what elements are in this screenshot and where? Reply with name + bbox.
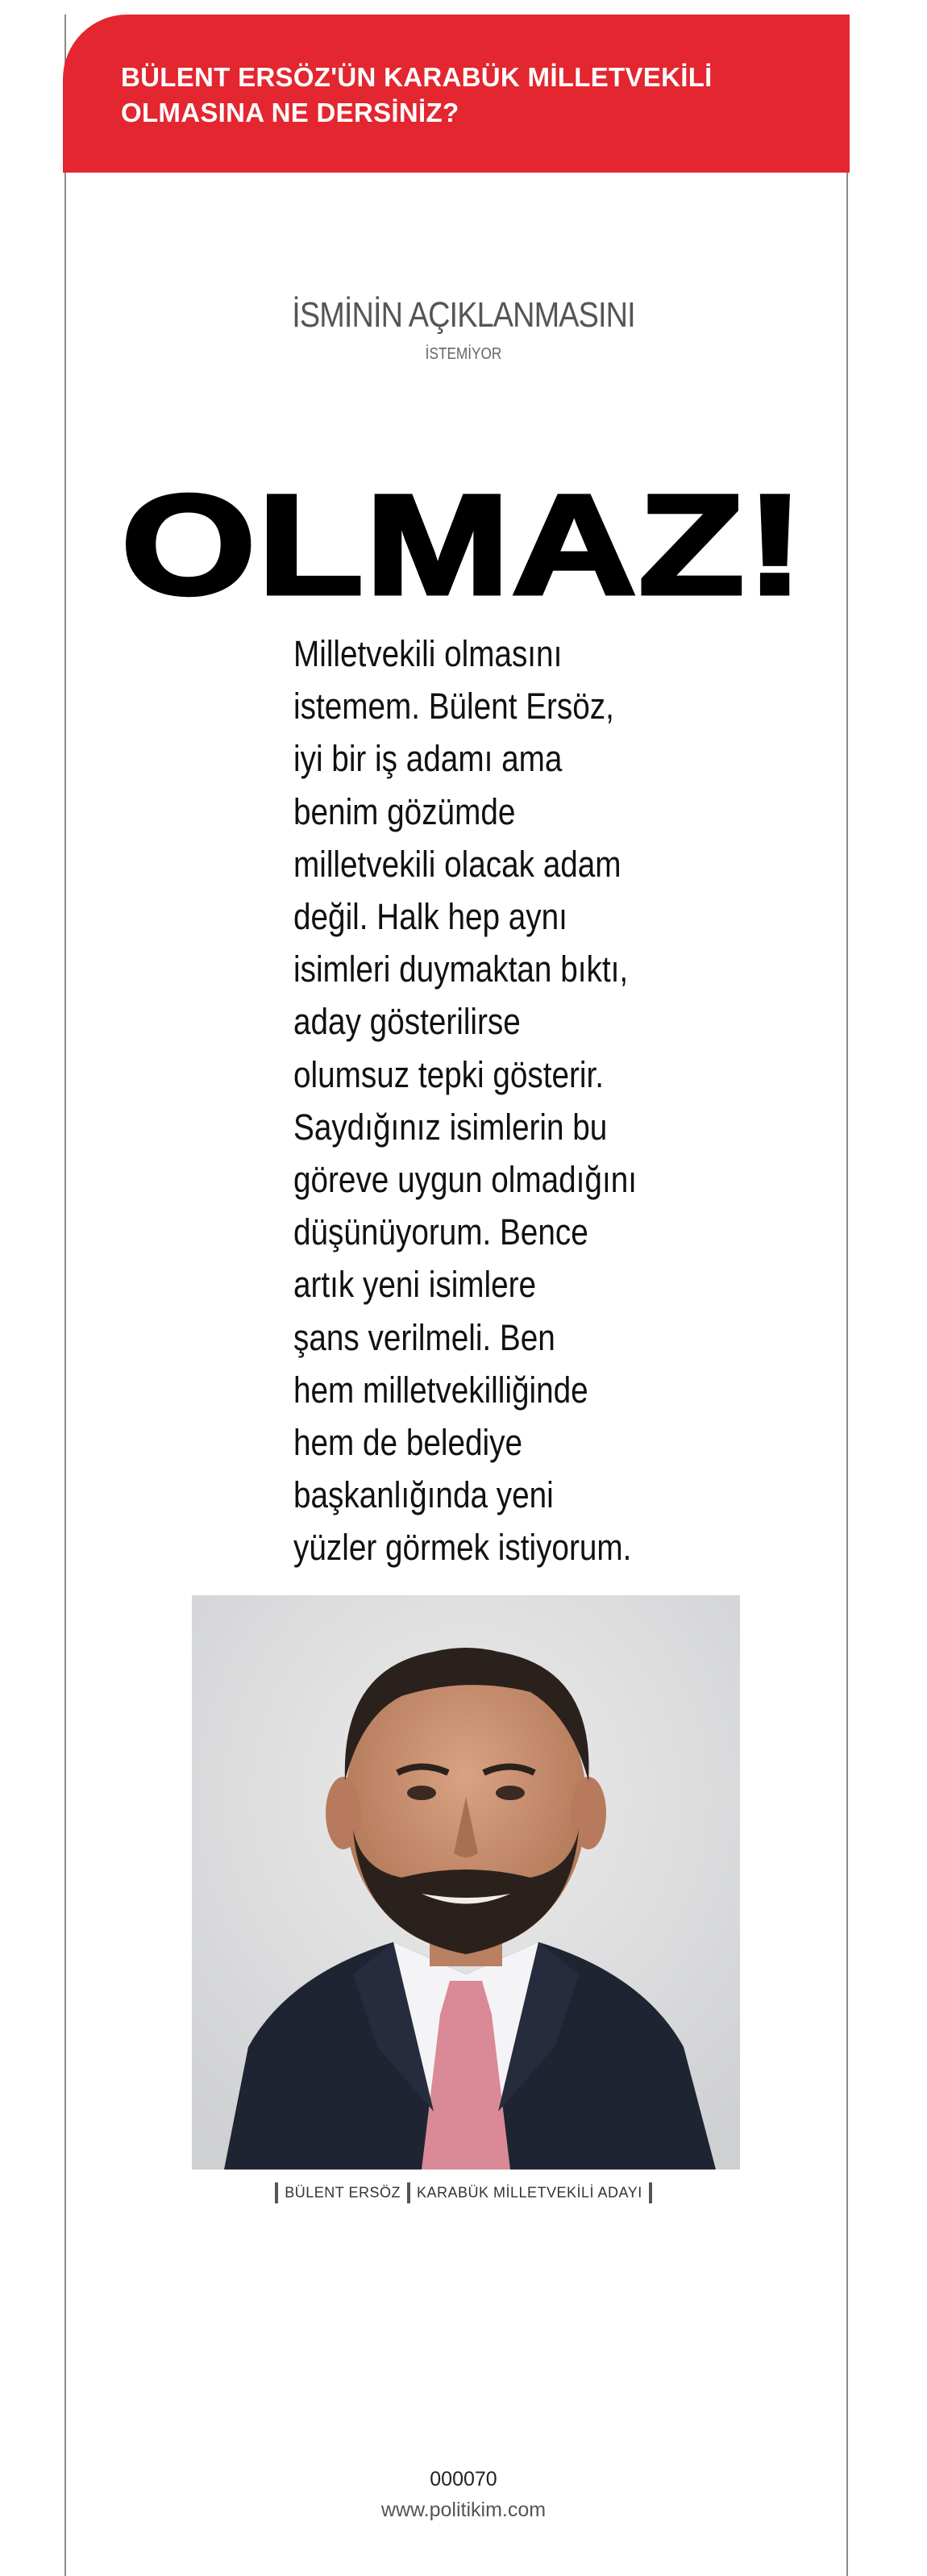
candidate-photo: [192, 1595, 740, 2170]
opinion-line: hem milletvekilliğinde: [293, 1369, 588, 1411]
opinion-line: düşünüyorum. Bence: [293, 1211, 588, 1253]
site-url: www.politikim.com: [380, 2499, 547, 2521]
caption-role: KARABÜK MİLLETVEKİLİ ADAYI: [416, 2184, 642, 2201]
opinion-line: şans verilmeli. Ben: [293, 1316, 555, 1358]
opinion-line: Saydığınız isimlerin bu: [293, 1106, 608, 1148]
respondent-name-withheld-sub: İSTEMİYOR: [425, 345, 502, 363]
opinion-line: milletvekili olacak adam: [293, 843, 621, 885]
page-code: 000070: [430, 2468, 497, 2491]
photo-caption: [0, 2182, 927, 2203]
opinion-line: başkanlığında yeni: [293, 1474, 554, 1516]
opinion-line: olumsuz tepki gösterir.: [293, 1053, 605, 1095]
opinion-line: istemem. Bülent Ersöz,: [293, 686, 614, 727]
opinion-line: hem de belediye: [293, 1422, 523, 1464]
opinion-line: yüzler görmek istiyorum.: [293, 1527, 632, 1569]
opinion-line: iyi bir iş adamı ama: [293, 738, 563, 780]
opinion-text: [293, 627, 640, 1574]
portrait-photo-icon: [192, 1595, 740, 2170]
question-header: [63, 15, 850, 173]
caption-name: BÜLENT ERSÖZ: [285, 2184, 401, 2201]
opinion-line: benim gözümde: [293, 790, 516, 832]
caption-divider: [649, 2182, 652, 2203]
opinion-line: göreve uygun olmadığını: [293, 1159, 637, 1201]
opinion-line: Milletvekili olmasını: [293, 633, 563, 674]
question-title: BÜLENT ERSÖZ'ÜN KARABÜK MİLLETVEKİLİ OLMASINA NE DERSİNİZ?: [121, 62, 713, 127]
opinion-line: isimleri duymaktan bıktı,: [293, 948, 629, 990]
opinion-line: artık yeni isimlere: [293, 1264, 537, 1306]
verdict-heading: OLMAZ!: [121, 466, 806, 624]
respondent-name-withheld: İSMİNİN AÇIKLANMASINI: [292, 295, 635, 335]
opinion-line: değil. Halk hep aynı: [293, 896, 567, 938]
opinion-line: aday gösterilirse: [293, 1001, 521, 1043]
caption-divider: [407, 2182, 410, 2203]
caption-divider: [275, 2182, 278, 2203]
